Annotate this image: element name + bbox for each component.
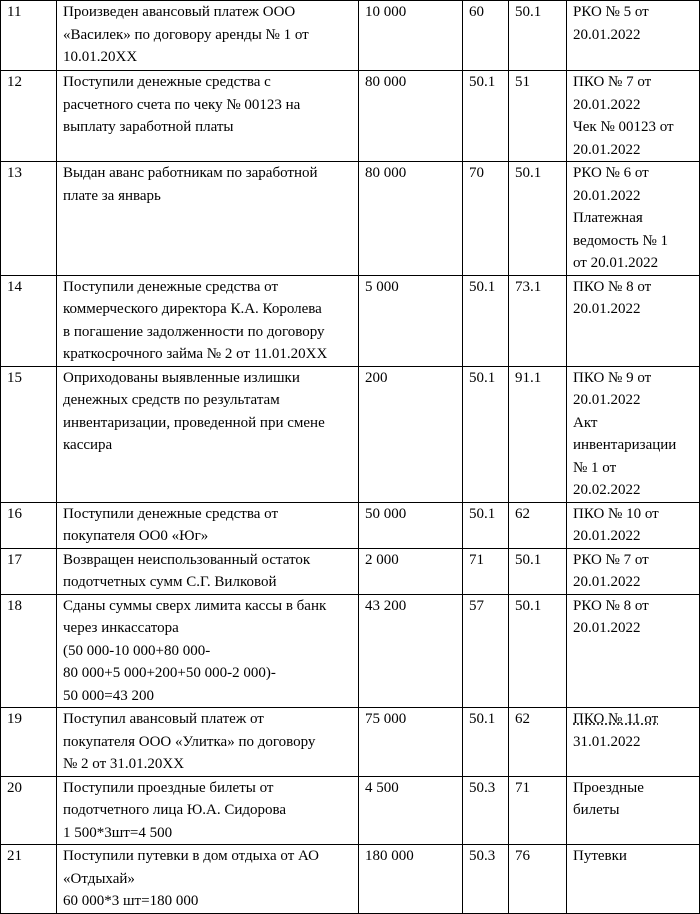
operation-description [57,502,359,548]
description-line: 10.01.20ХХ [63,49,138,65]
operation-description [57,594,359,708]
table-row [1,1,700,71]
document-line: РКО № 6 от [573,165,649,181]
document-line: 20.01.2022 [573,301,641,317]
document-line: РКО № 5 от [573,4,649,20]
document-line: ПКО № 7 от [573,74,652,90]
description-line: Поступили денежные средства от [63,505,279,522]
document-line: № 1 от [573,459,617,476]
document-line: 20.01.2022 [573,574,641,590]
description-line: (50 000-10 000+80 000- [63,642,211,659]
description-line: подотчетного лица Ю.А. Сидорова [63,802,287,818]
table-row [1,275,700,366]
table-row [1,366,700,502]
description-line: инвентаризации, проведенной при смене [63,414,325,431]
document-line: РКО № 8 от [573,597,649,614]
table-row [1,162,700,276]
table-row [1,548,700,594]
description-line: «Василек» по договору аренды № 1 от [63,26,309,43]
amount-cell: 50 000 [359,502,463,548]
row-number: 21 [1,845,57,914]
operation-description [57,1,359,71]
description-line: кассира [63,437,113,453]
debit-account-cell: 50.1 [463,275,509,366]
row-number: 20 [1,776,57,845]
document-cell [567,594,700,708]
document-cell [567,162,700,276]
description-line: Произведен авансовый платеж ООО [63,4,296,20]
document-cell [567,71,700,162]
credit-account-cell: 71 [509,776,567,845]
debit-account-cell: 50.3 [463,845,509,914]
document-line: ПКО № 11 от [573,711,659,727]
credit-account-cell: 50.1 [509,162,567,276]
description-line: Оприходованы выявленные излишки [63,369,300,386]
amount-cell: 2 000 [359,548,463,594]
document-line: билеты [573,802,620,818]
debit-account-cell: 70 [463,162,509,276]
description-line: Поступили денежные средства с [63,74,271,90]
amount-cell: 80 000 [359,162,463,276]
row-number: 11 [1,1,57,71]
operation-description [57,366,359,502]
row-number: 16 [1,502,57,548]
document-cell [567,366,700,502]
table-row [1,708,700,777]
document-line: 20.02.2022 [573,482,641,498]
debit-account-cell: 71 [463,548,509,594]
document-line: от 20.01.2022 [573,255,659,271]
document-line: ПКО № 9 от [573,369,652,386]
description-line: через инкассатора [63,620,179,636]
description-line: в погашение задолженности по договору [63,323,325,340]
document-line: инвентаризации [573,437,677,453]
operation-description [57,162,359,276]
description-line: 1 500*3шт=4 500 [63,824,173,841]
description-line: покупателя ОО0 «Юг» [63,528,209,544]
table-row [1,502,700,548]
document-line: ПКО № 10 от [573,505,659,522]
row-number: 17 [1,548,57,594]
operation-description [57,776,359,845]
description-line: «Отдыхай» [63,870,135,887]
debit-account-cell: 50.3 [463,776,509,845]
description-line: 50 000=43 200 [63,687,154,704]
credit-account-cell: 62 [509,708,567,777]
table-row [1,71,700,162]
document-line: 20.01.2022 [573,187,641,204]
amount-cell: 180 000 [359,845,463,914]
document-line: 20.01.2022 [573,26,641,43]
description-line: 80 000+5 000+200+50 000-2 000)- [63,665,276,681]
document-line: Платежная [573,210,643,226]
credit-account-cell: 91.1 [509,366,567,502]
description-line: 60 000*3 шт=180 000 [63,893,199,909]
description-line: плате за январь [63,187,161,204]
row-number: 19 [1,708,57,777]
document-cell [567,845,700,914]
amount-cell: 75 000 [359,708,463,777]
description-line: № 2 от 31.01.20ХХ [63,756,185,772]
credit-account-cell: 50.1 [509,548,567,594]
description-line: краткосрочного займа № 2 от 11.01.20ХХ [63,346,328,362]
document-cell [567,275,700,366]
amount-cell: 43 200 [359,594,463,708]
debit-account-cell: 50.1 [463,71,509,162]
document-line: 20.01.2022 [573,141,641,158]
document-line: Путевки [573,848,627,864]
description-line: покупателя ООО «Улитка» по договору [63,733,316,750]
description-line: Возвращен неиспользованный остаток [63,551,311,568]
transactions-table-body [1,1,700,914]
credit-account-cell: 76 [509,845,567,914]
document-line: Проездные [573,779,644,796]
credit-account-cell: 62 [509,502,567,548]
amount-cell: 5 000 [359,275,463,366]
operation-description [57,845,359,914]
debit-account-cell: 50.1 [463,708,509,777]
document-line: 20.01.2022 [573,528,641,544]
description-line: Поступили путевки в дом отдыха от АО [63,848,319,864]
credit-account-cell: 50.1 [509,594,567,708]
document-cell [567,776,700,845]
document-line: 20.01.2022 [573,392,641,408]
row-number: 18 [1,594,57,708]
operation-description [57,548,359,594]
document-line: ведомость № 1 [573,232,669,249]
document-line: Чек № 00123 от [573,119,674,135]
description-line: расчетного счета по чеку № 00123 на [63,96,301,113]
description-line: подотчетных сумм С.Г. Вилковой [63,574,277,590]
document-cell [567,502,700,548]
row-number: 12 [1,71,57,162]
description-line: Поступили проездные билеты от [63,779,274,796]
document-line: 20.01.2022 [573,96,641,113]
row-number: 14 [1,275,57,366]
document-line: 20.01.2022 [573,620,641,636]
description-line: Поступил авансовый платеж от [63,711,264,727]
description-line: денежных средств по результатам [63,392,280,408]
amount-cell: 80 000 [359,71,463,162]
description-line: Выдан аванс работникам по заработной [63,165,318,181]
document-cell [567,548,700,594]
operation-description [57,71,359,162]
credit-account-cell: 51 [509,71,567,162]
amount-cell: 4 500 [359,776,463,845]
table-row [1,845,700,914]
amount-cell: 200 [359,366,463,502]
credit-account-cell: 73.1 [509,275,567,366]
credit-account-cell: 50.1 [509,1,567,71]
description-line: коммерческого директора К.А. Королева [63,301,322,317]
document-cell [567,708,700,777]
row-number: 13 [1,162,57,276]
document-cell [567,1,700,71]
document-line: 31.01.2022 [573,733,641,750]
operation-description [57,275,359,366]
document-line: ПКО № 8 от [573,278,652,295]
amount-cell: 10 000 [359,1,463,71]
debit-account-cell: 50.1 [463,502,509,548]
description-line: выплату заработной платы [63,119,234,135]
document-line: РКО № 7 от [573,551,649,568]
document-line: Акт [573,414,598,431]
operation-description [57,708,359,777]
table-row [1,776,700,845]
debit-account-cell: 57 [463,594,509,708]
debit-account-cell: 50.1 [463,366,509,502]
debit-account-cell: 60 [463,1,509,71]
description-line: Поступили денежные средства от [63,278,279,295]
description-line: Сданы суммы сверх лимита кассы в банк [63,597,327,614]
row-number: 15 [1,366,57,502]
table-row [1,594,700,708]
